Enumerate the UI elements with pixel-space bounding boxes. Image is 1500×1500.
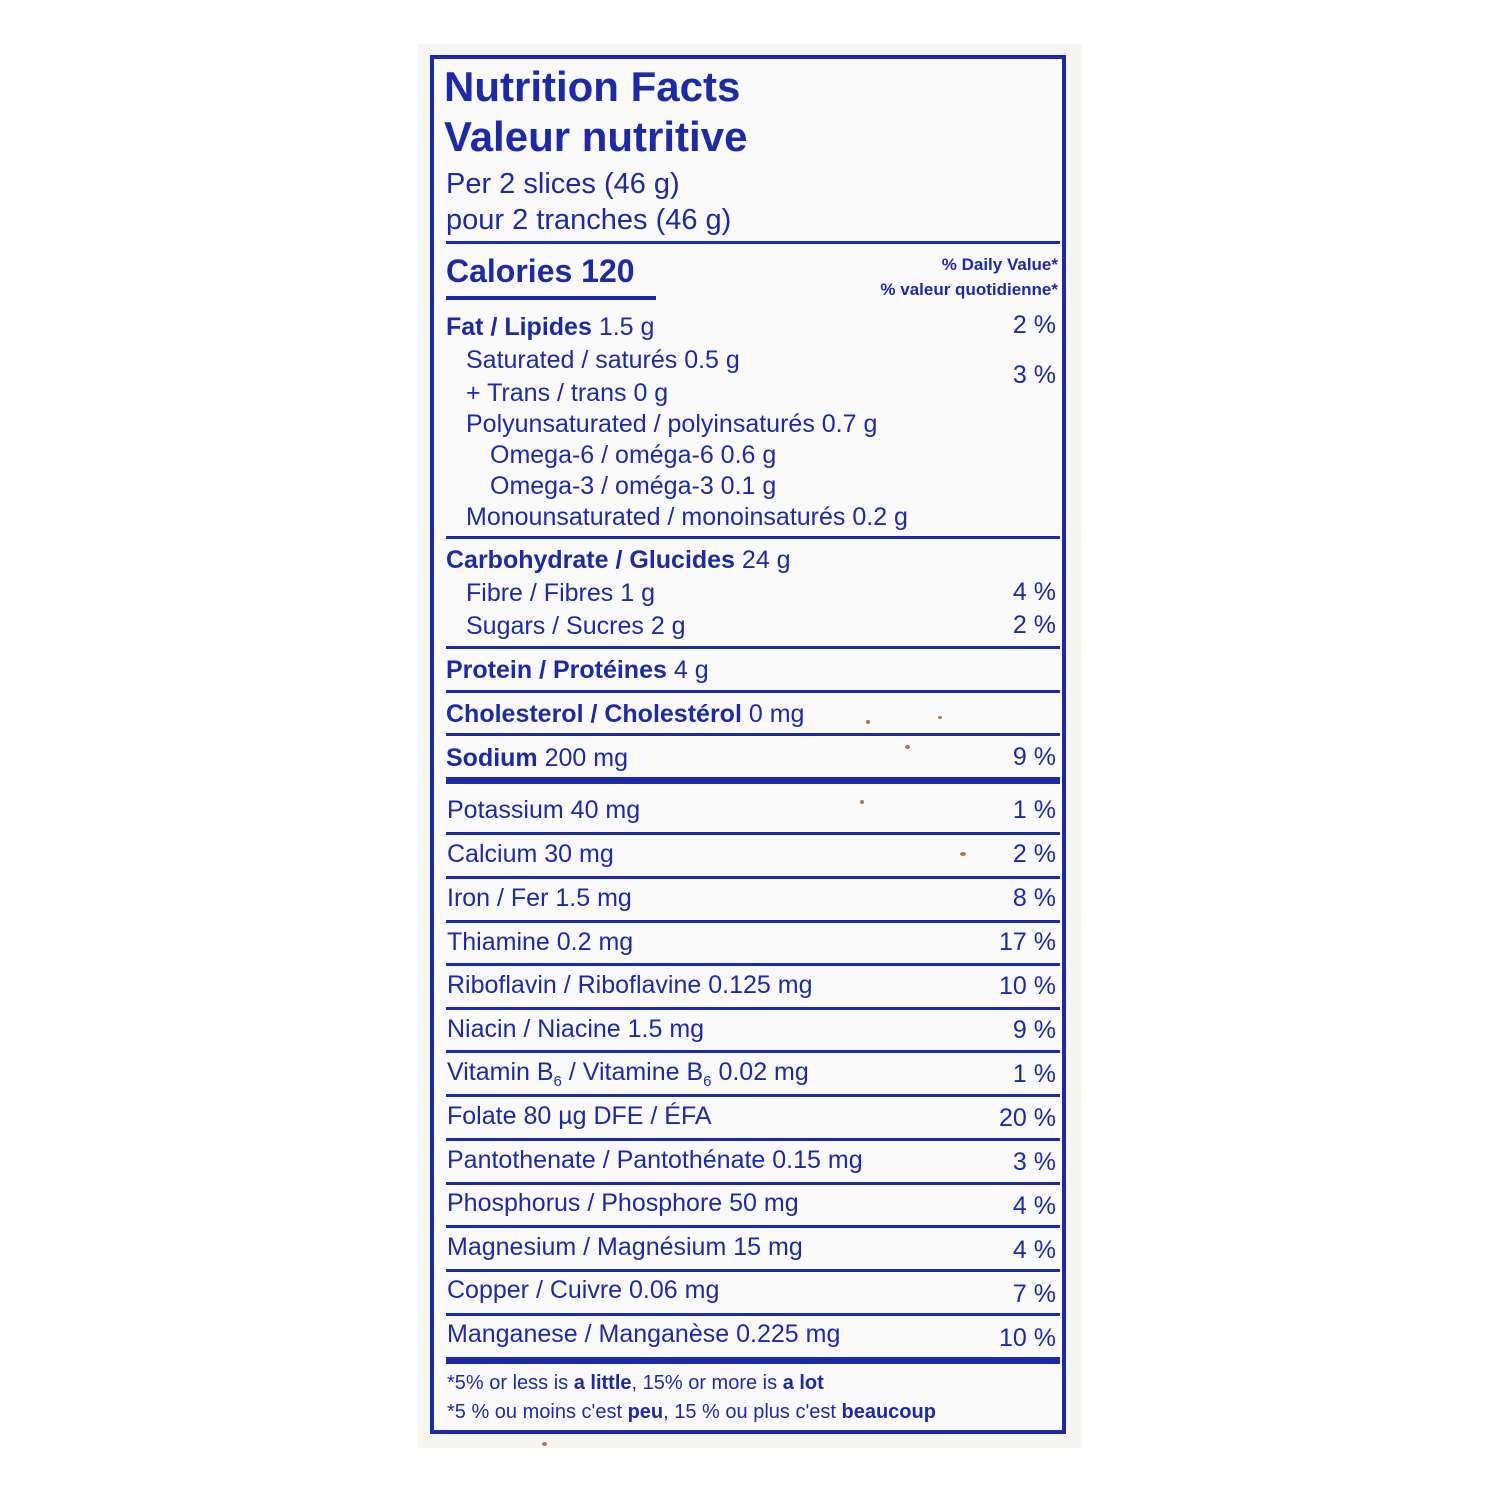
- thiamine-amount: 0.2 mg: [556, 928, 634, 956]
- saturated-amount: 0.5 g: [684, 346, 740, 374]
- trans-label: + Trans / trans: [466, 379, 627, 407]
- rule-after-folate: [446, 1138, 1060, 1141]
- rule-after-cholesterol: [446, 733, 1060, 736]
- monounsaturated-row: [466, 505, 908, 530]
- iron-label: Iron / Fer: [447, 884, 549, 912]
- polyunsaturated-label: Polyunsaturated / polyinsaturés: [466, 410, 815, 438]
- footnote-fr: [447, 1402, 936, 1422]
- serving-size-en: Per 2 slices (46 g): [446, 168, 680, 200]
- calcium-row: [447, 842, 614, 867]
- manganese-dv: 10 %: [999, 1324, 1056, 1352]
- sugars-dv: 2 %: [1012, 611, 1056, 639]
- sugars-amount: 2 g: [650, 612, 686, 640]
- calories-underline: [446, 296, 656, 300]
- crumb-speck: [938, 716, 942, 719]
- folate-amount: 80 µg DFE / ÉFA: [523, 1102, 712, 1130]
- crumb-speck: [866, 720, 870, 724]
- footnote-fr-part1: *5 % ou moins c'est: [447, 1401, 628, 1423]
- rule-after-iron: [446, 920, 1060, 923]
- iron-amount: 1.5 mg: [555, 884, 632, 912]
- omega3-label: Omega-3 / oméga-3: [490, 472, 714, 500]
- riboflavin-amount: 0.125 mg: [708, 971, 813, 999]
- carbohydrate-row: [446, 548, 791, 573]
- thiamine-row: [447, 930, 633, 955]
- rule-after-protein: [446, 690, 1060, 693]
- copper-amount: 0.06 mg: [629, 1276, 720, 1304]
- folate-dv: 20 %: [999, 1104, 1056, 1132]
- vitamin-b6-subscript-en: 6: [553, 1073, 562, 1090]
- carbohydrate-amount: 24 g: [741, 546, 791, 574]
- daily-value-header-en: % Daily Value*: [941, 255, 1058, 274]
- copper-dv: 7 %: [1012, 1280, 1056, 1308]
- omega3-row: [490, 474, 776, 499]
- footnote-en-emph1: a little: [573, 1372, 632, 1394]
- niacin-amount: 1.5 mg: [627, 1015, 705, 1043]
- cholesterol-row: [446, 702, 804, 727]
- header-rule: [446, 241, 1060, 244]
- protein-label: Protein / Protéines: [446, 656, 667, 684]
- rule-after-magnesium: [446, 1269, 1060, 1272]
- footnote-en-emph2: a lot: [782, 1372, 824, 1394]
- potassium-label: Potassium: [447, 796, 564, 824]
- rule-after-pantothenate: [446, 1182, 1060, 1185]
- rule-after-niacin: [446, 1050, 1060, 1053]
- thick-rule-after-sodium: [446, 777, 1060, 784]
- sodium-amount: 200 mg: [544, 744, 629, 772]
- pantothenate-dv: 3 %: [1012, 1148, 1056, 1176]
- crumb-speck: [542, 1442, 547, 1446]
- protein-amount: 4 g: [673, 656, 709, 684]
- vitamin-b6-label-fr: Vitamine B: [582, 1058, 704, 1086]
- riboflavin-label: Riboflavin / Riboflavine: [447, 971, 702, 999]
- calcium-label: Calcium: [447, 840, 538, 868]
- monounsaturated-amount: 0.2 g: [852, 503, 908, 531]
- footnote-en: [447, 1373, 824, 1393]
- rule-after-phosphorus: [446, 1225, 1060, 1228]
- daily-value-header-fr: % valeur quotidienne*: [880, 280, 1058, 299]
- omega6-row: [490, 443, 776, 468]
- thiamine-label: Thiamine: [447, 928, 550, 956]
- fibre-row: [466, 581, 655, 606]
- vitamin-b6-amount: 0.02 mg: [718, 1058, 809, 1086]
- footnote-fr-part2: , 15 % ou plus c'est: [663, 1401, 842, 1423]
- vitamin-b6-dv: 1 %: [1012, 1060, 1056, 1088]
- omega6-amount: 0.6 g: [720, 441, 777, 469]
- sugars-row: [466, 614, 686, 639]
- sat-trans-dv: 3 %: [1012, 361, 1056, 389]
- pantothenate-label: Pantothenate / Pantothénate: [447, 1146, 766, 1174]
- serving-size-fr: pour 2 tranches (46 g): [446, 204, 732, 236]
- footnote-fr-emph2: beaucoup: [841, 1401, 936, 1423]
- niacin-label: Niacin / Niacine: [447, 1015, 621, 1043]
- vitamin-b6-row: [447, 1060, 809, 1089]
- riboflavin-dv: 10 %: [999, 972, 1056, 1000]
- vitamin-b6-separator: /: [561, 1058, 583, 1086]
- rule-after-calcium: [446, 876, 1060, 879]
- saturated-row: [466, 348, 740, 373]
- thiamine-dv: 17 %: [999, 928, 1056, 956]
- rule-after-thiamine: [446, 963, 1060, 966]
- calcium-amount: 30 mg: [544, 840, 614, 868]
- niacin-dv: 9 %: [1012, 1016, 1056, 1044]
- protein-row: [446, 658, 709, 683]
- footnote-en-part1: *5% or less is: [447, 1372, 574, 1394]
- copper-label: Copper / Cuivre: [447, 1276, 623, 1304]
- omega6-label: Omega-6 / oméga-6: [490, 441, 714, 469]
- thick-rule-before-footnote: [446, 1357, 1060, 1364]
- rule-after-b6: [446, 1094, 1060, 1097]
- footnote-fr-emph1: peu: [627, 1401, 664, 1423]
- carbohydrate-label: Carbohydrate / Glucides: [446, 546, 735, 574]
- magnesium-amount: 15 mg: [733, 1233, 803, 1261]
- cholesterol-label: Cholesterol / Cholestérol: [446, 700, 742, 728]
- phosphorus-dv: 4 %: [1012, 1192, 1056, 1220]
- phosphorus-row: [447, 1191, 799, 1216]
- potassium-row: [447, 798, 640, 823]
- rule-after-copper: [446, 1313, 1060, 1316]
- calories-line: [446, 255, 635, 287]
- fibre-label: Fibre / Fibres: [466, 579, 614, 607]
- trans-amount: 0 g: [633, 379, 669, 407]
- rule-after-carbs: [446, 646, 1060, 649]
- rule-after-potassium: [446, 832, 1060, 835]
- fibre-dv: 4 %: [1012, 578, 1056, 606]
- sodium-row: [446, 746, 628, 771]
- iron-row: [447, 886, 632, 911]
- folate-label: Folate: [447, 1102, 517, 1130]
- fat-amount: 1.5 g: [598, 313, 655, 341]
- iron-dv: 8 %: [1012, 884, 1056, 912]
- title-en: Nutrition Facts: [444, 63, 741, 110]
- magnesium-dv: 4 %: [1012, 1236, 1056, 1264]
- copper-row: [447, 1278, 719, 1303]
- manganese-amount: 0.225 mg: [736, 1320, 841, 1348]
- omega3-amount: 0.1 g: [720, 472, 777, 500]
- manganese-row: [447, 1322, 840, 1347]
- sodium-dv: 9 %: [1012, 743, 1056, 771]
- crumb-speck: [960, 852, 966, 856]
- manganese-label: Manganese / Manganèse: [447, 1320, 730, 1348]
- monounsaturated-label: Monounsaturated / monoinsaturés: [466, 503, 846, 531]
- polyunsaturated-amount: 0.7 g: [821, 410, 878, 438]
- crumb-speck: [905, 745, 910, 749]
- crumb-speck: [860, 800, 864, 804]
- calories-value: 120: [581, 253, 635, 289]
- folate-row: [447, 1104, 712, 1129]
- sodium-label: Sodium: [446, 744, 538, 772]
- cholesterol-amount: 0 mg: [748, 700, 805, 728]
- sugars-label: Sugars / Sucres: [466, 612, 644, 640]
- fat-row: [446, 315, 654, 340]
- fibre-amount: 1 g: [620, 579, 655, 607]
- saturated-label: Saturated / saturés: [466, 346, 678, 374]
- polyunsaturated-row: [466, 412, 877, 437]
- fat-dv: 2 %: [1012, 311, 1056, 339]
- vitamin-b6-subscript-fr: 6: [703, 1073, 712, 1090]
- calories-label: Calories: [446, 253, 573, 289]
- pantothenate-row: [447, 1148, 863, 1173]
- phosphorus-amount: 50 mg: [729, 1189, 799, 1217]
- rule-after-fat: [446, 536, 1060, 539]
- trans-row: [466, 381, 668, 406]
- magnesium-label: Magnesium / Magnésium: [447, 1233, 727, 1261]
- phosphorus-label: Phosphorus / Phosphore: [447, 1189, 723, 1217]
- title-fr: Valeur nutritive: [444, 113, 748, 160]
- rule-after-riboflavin: [446, 1007, 1060, 1010]
- riboflavin-row: [447, 973, 813, 998]
- pantothenate-amount: 0.15 mg: [772, 1146, 863, 1174]
- fat-label: Fat / Lipides: [446, 313, 592, 341]
- niacin-row: [447, 1017, 704, 1042]
- vitamin-b6-label-en: Vitamin B: [447, 1058, 554, 1086]
- calcium-dv: 2 %: [1012, 840, 1056, 868]
- potassium-amount: 40 mg: [570, 796, 641, 824]
- potassium-dv: 1 %: [1012, 796, 1056, 824]
- footnote-en-part2: , 15% or more is: [631, 1372, 783, 1394]
- magnesium-row: [447, 1235, 803, 1260]
